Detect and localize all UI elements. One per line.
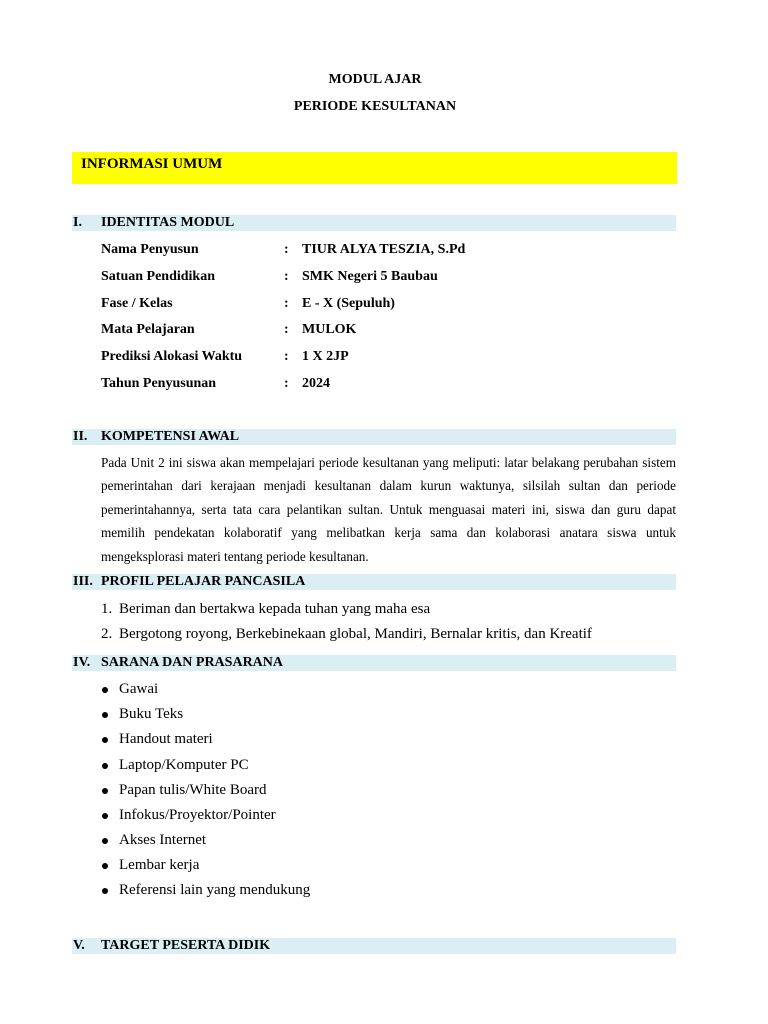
list-item-text: Bergotong royong, Berkebinekaan global, Mandiri, Bernalar kritis, dan Kreatif — [119, 626, 592, 642]
identitas-colon: : — [284, 242, 289, 257]
section-title-profil: PROFIL PELAJAR PANCASILA — [101, 574, 306, 589]
section-number-target: V. — [73, 938, 85, 953]
bullet-icon — [102, 888, 108, 894]
identitas-colon: : — [284, 296, 289, 311]
bullet-icon — [102, 712, 108, 718]
list-item-text: Buku Teks — [119, 706, 184, 722]
identitas-colon: : — [284, 376, 289, 391]
section-title-sarana: SARANA DAN PRASARANA — [101, 655, 284, 670]
bullet-icon — [102, 687, 108, 693]
kompetensi-paragraph: Pada Unit 2 ini siswa akan mempelajari periode kesultanan yang meliputi: latar belakang perubahan sistem pemerintahan dari kerajaan menjadi kesultanan dalam kurun waktunya, silsilah sultan dan periode pemerintahannya, serta tata cara pelantikan sultan. Untuk menguasai materi ini, siswa dan guru dapat memilih pendekatan kolaboratif yang melibatkan kerja sama dan kolaborasi anatara siswa untuk mengeksplorasi materi tentang periode kesultanan. — [101, 455, 676, 564]
document-subtitle: PERIODE KESULTANAN — [293, 99, 457, 114]
identitas-value: E - X (Sepuluh) — [302, 296, 395, 311]
bullet-icon — [102, 788, 108, 794]
identitas-colon: : — [284, 322, 289, 337]
list-item-text: Akses Internet — [119, 832, 207, 848]
list-item-text: Referensi lain yang mendukung — [119, 882, 311, 898]
identitas-label: Prediksi Alokasi Waktu — [101, 349, 243, 364]
list-item-text: Beriman dan bertakwa kepada tuhan yang maha esa — [119, 601, 431, 617]
list-item-text: Infokus/Proyektor/Pointer — [119, 807, 276, 823]
section-title-kompetensi: KOMPETENSI AWAL — [101, 429, 240, 444]
identitas-label: Nama Penyusun — [101, 242, 199, 257]
list-item-number: 1. — [101, 601, 113, 617]
bullet-icon — [102, 863, 108, 869]
identitas-colon: : — [284, 269, 289, 284]
bullet-icon — [102, 838, 108, 844]
bullet-icon — [102, 763, 108, 769]
list-item-text: Gawai — [119, 681, 159, 697]
section-number-identitas: I. — [73, 215, 82, 230]
identitas-value: TIUR ALYA TESZIA, S.Pd — [302, 242, 466, 257]
identitas-label: Tahun Penyusunan — [101, 376, 217, 391]
identitas-value: 2024 — [302, 376, 330, 391]
section-title-target: TARGET PESERTA DIDIK — [101, 938, 271, 953]
list-item-text: Handout materi — [119, 731, 213, 747]
identitas-label: Mata Pelajaran — [101, 322, 195, 337]
section-title-identitas: IDENTITAS MODUL — [101, 215, 235, 230]
section-number-kompetensi: II. — [73, 429, 88, 444]
bullet-icon — [102, 737, 108, 743]
identitas-label: Satuan Pendidikan — [101, 269, 215, 284]
list-item-text: Papan tulis/White Board — [119, 782, 267, 798]
identitas-colon: : — [284, 349, 289, 364]
identitas-value: SMK Negeri 5 Baubau — [302, 269, 438, 284]
section-number-profil: III. — [73, 574, 93, 589]
identitas-value: MULOK — [302, 322, 357, 337]
list-item-number: 2. — [101, 626, 113, 642]
identitas-label: Fase / Kelas — [101, 296, 173, 311]
document-title: MODUL AJAR — [328, 72, 422, 87]
informasi-umum-heading: INFORMASI UMUM — [81, 156, 223, 172]
section-number-sarana: IV. — [73, 655, 91, 670]
identitas-value: 1 X 2JP — [302, 349, 349, 364]
list-item-text: Lembar kerja — [119, 857, 200, 873]
bullet-icon — [102, 813, 108, 819]
list-item-text: Laptop/Komputer PC — [119, 757, 249, 773]
